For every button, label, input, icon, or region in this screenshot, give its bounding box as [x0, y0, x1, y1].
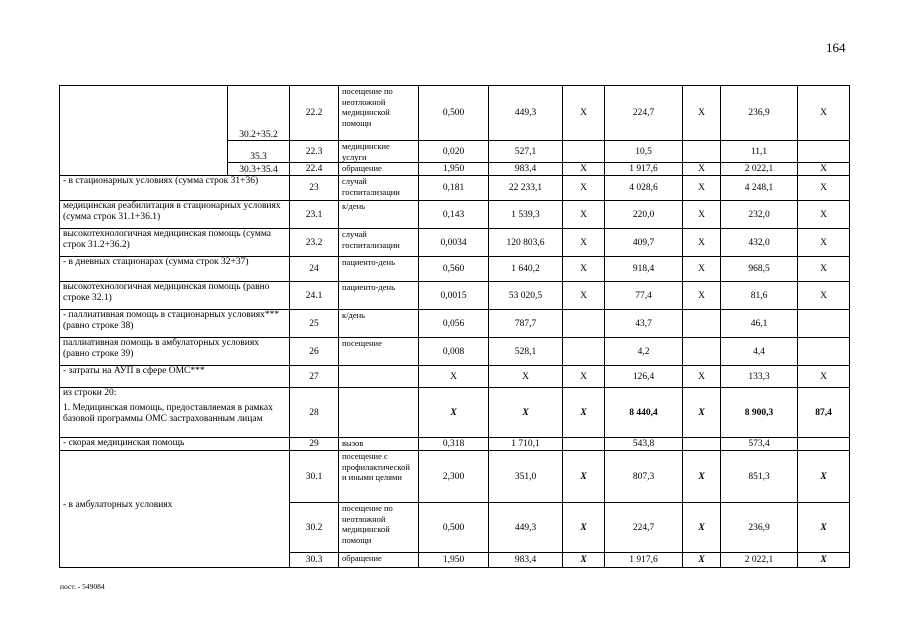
cell-v1: 0,318 [419, 438, 489, 451]
row-number: 27 [290, 366, 339, 388]
cell-v7: Х [798, 451, 850, 503]
cell-v1: 0,0015 [419, 282, 489, 310]
cell-v3: Х [563, 366, 605, 388]
unit: пациенто-день [339, 282, 419, 310]
table-row [60, 438, 850, 451]
cell-v6: 573,4 [721, 438, 798, 451]
cell-v7: Х [798, 553, 850, 568]
table-row [60, 176, 850, 201]
cell-v6: 236,9 [721, 503, 798, 553]
cell-v2: 983,4 [489, 163, 563, 176]
cell-v5: Х [683, 201, 721, 229]
row-label: - затраты на АУП в сфере ОМС*** [60, 366, 290, 388]
row-label-text: - в амбулаторных условиях [63, 499, 173, 510]
unit: посещение [339, 338, 419, 366]
cell-v2: 22 233,1 [489, 176, 563, 201]
cell-v4: 918,4 [605, 257, 683, 282]
cell-v5: Х [683, 86, 721, 141]
cell-v6: 432,0 [721, 229, 798, 257]
cell-v3: Х [563, 229, 605, 257]
cell-v1: 0,500 [419, 503, 489, 553]
cell-v1: 2,300 [419, 451, 489, 503]
unit: к/день [339, 310, 419, 338]
row-label: паллиативная помощь в амбулаторных условиях (равно строке 39) [60, 338, 290, 366]
cell-v4: 1 917,6 [605, 553, 683, 568]
cell-v5 [683, 310, 721, 338]
row-label-line: 1. Медицинская помощь, предоставляемая в рамках базовой программы ОМС застрахованным лицам [63, 403, 273, 424]
table-row [60, 366, 850, 388]
unit: к/день [339, 201, 419, 229]
table-row [60, 310, 850, 338]
cell-v3: Х [563, 451, 605, 503]
cell-v4: 8 440,4 [605, 388, 683, 438]
row-number: 23 [290, 176, 339, 201]
unit [339, 388, 419, 438]
cell-v5: Х [683, 176, 721, 201]
cell-v7 [798, 438, 850, 451]
cell-v2: 53 020,5 [489, 282, 563, 310]
row-number: 23.1 [290, 201, 339, 229]
cell-v3 [563, 438, 605, 451]
cell-v3: Х [563, 201, 605, 229]
row-number: 25 [290, 310, 339, 338]
cell-v6: 4,4 [721, 338, 798, 366]
unit: посещение по неотложной медицинской помощи [339, 503, 419, 553]
cell-v7: Х [798, 282, 850, 310]
cell-v6: 851,3 [721, 451, 798, 503]
row-number: 23.2 [290, 229, 339, 257]
cell-v2: 1 539,3 [489, 201, 563, 229]
cell-v2: 351,0 [489, 451, 563, 503]
page-number: 164 [826, 40, 846, 55]
unit: пациенто-день [339, 257, 419, 282]
row-number: 22.4 [290, 163, 339, 176]
cell-v4: 220,0 [605, 201, 683, 229]
row-label [60, 86, 228, 176]
cell-v2: 449,3 [489, 503, 563, 553]
cell-v5: Х [683, 282, 721, 310]
cell-v6: 236,9 [721, 86, 798, 141]
row-number: 22.3 [290, 141, 339, 163]
row-number: 24 [290, 257, 339, 282]
cell-v5 [683, 438, 721, 451]
unit: случай госпитализации [339, 229, 419, 257]
cell-v2: 528,1 [489, 338, 563, 366]
table-row [60, 388, 850, 438]
cell-v2: 1 640,2 [489, 257, 563, 282]
cell-v1: 0,0034 [419, 229, 489, 257]
table-row [60, 86, 850, 141]
cell-v7: Х [798, 366, 850, 388]
cell-v6: 968,5 [721, 257, 798, 282]
cell-v2: 983,4 [489, 553, 563, 568]
unit: медицинские услуги [339, 141, 419, 163]
cell-v5: Х [683, 388, 721, 438]
cell-v6: 2 022,1 [721, 553, 798, 568]
unit: вызов [339, 438, 419, 451]
unit: обращение [339, 553, 419, 568]
cell-v6: 46,1 [721, 310, 798, 338]
cell-v5 [683, 141, 721, 163]
cell-v5: Х [683, 503, 721, 553]
cell-v3 [563, 338, 605, 366]
cell-v2: 449,3 [489, 86, 563, 141]
cell-v4: 4,2 [605, 338, 683, 366]
table-row [60, 201, 850, 229]
cell-v7: Х [798, 201, 850, 229]
cell-v4: 224,7 [605, 503, 683, 553]
cell-v3: Х [563, 503, 605, 553]
cell-v6: 11,1 [721, 141, 798, 163]
table-row [60, 282, 850, 310]
row-label: медицинская реабилитация в стационарных условиях (сумма строк 31.1+36.1) [60, 201, 290, 229]
cell-v2: 120 803,6 [489, 229, 563, 257]
cell-v2: 1 710,1 [489, 438, 563, 451]
cell-v1: 0,143 [419, 201, 489, 229]
cell-v4: 409,7 [605, 229, 683, 257]
row-number: 28 [290, 388, 339, 438]
cell-v4: 224,7 [605, 86, 683, 141]
unit: обращение [339, 163, 419, 176]
footer-reference: пост. - 549084 [60, 582, 105, 591]
cell-v5: Х [683, 553, 721, 568]
cell-v4: 43,7 [605, 310, 683, 338]
cell-v1: 0,181 [419, 176, 489, 201]
cell-v6: 8 900,3 [721, 388, 798, 438]
cell-v7: Х [798, 163, 850, 176]
cell-v4: 807,3 [605, 451, 683, 503]
cell-v3 [563, 141, 605, 163]
cell-v2: Х [489, 366, 563, 388]
cell-v1: 0,500 [419, 86, 489, 141]
cell-v7 [798, 141, 850, 163]
financing-table [59, 85, 850, 568]
table-row [60, 229, 850, 257]
cell-v3: Х [563, 388, 605, 438]
cell-v5 [683, 338, 721, 366]
cell-v4: 77,4 [605, 282, 683, 310]
cell-v7: Х [798, 229, 850, 257]
row-number: 30.2 [290, 503, 339, 553]
cell-v5: Х [683, 257, 721, 282]
row-number: 29 [290, 438, 339, 451]
row-number: 26 [290, 338, 339, 366]
row-label [60, 388, 290, 438]
unit: посещение с профилактической и иными целями [339, 451, 419, 503]
row-label: - паллиативная помощь в стационарных условиях*** (равно строке 38) [60, 310, 290, 338]
row-number: 30.1 [290, 451, 339, 503]
cell-v4: 126,4 [605, 366, 683, 388]
cell-v1: 0,020 [419, 141, 489, 163]
row-label: - в дневных стационарах (сумма строк 32+37) [60, 257, 290, 282]
row-label: высокотехнологичная медицинская помощь (равно строке 32.1) [60, 282, 290, 310]
cell-v7: Х [798, 503, 850, 553]
table-row [60, 257, 850, 282]
row-number: 22.2 [290, 86, 339, 141]
cell-v3: Х [563, 176, 605, 201]
cell-v2: Х [489, 388, 563, 438]
cell-v4: 4 028,6 [605, 176, 683, 201]
cell-v3: Х [563, 257, 605, 282]
cell-v1: Х [419, 388, 489, 438]
sub-ref: 35.3 [228, 141, 290, 163]
row-label [60, 451, 290, 568]
cell-v6: 133,3 [721, 366, 798, 388]
row-number: 30.3 [290, 553, 339, 568]
cell-v1: 0,056 [419, 310, 489, 338]
cell-v6: 2 022,1 [721, 163, 798, 176]
cell-v5: Х [683, 163, 721, 176]
unit: случай госпитализации [339, 176, 419, 201]
cell-v1: 1,950 [419, 553, 489, 568]
cell-v6: 232,0 [721, 201, 798, 229]
sub-ref: 30.2+35.2 [228, 86, 290, 141]
cell-v5: Х [683, 229, 721, 257]
cell-v1: Х [419, 366, 489, 388]
cell-v7 [798, 310, 850, 338]
cell-v3: Х [563, 86, 605, 141]
cell-v2: 527,1 [489, 141, 563, 163]
cell-v7: Х [798, 257, 850, 282]
row-number: 24.1 [290, 282, 339, 310]
cell-v7: Х [798, 86, 850, 141]
cell-v3: Х [563, 553, 605, 568]
cell-v4: 543,8 [605, 438, 683, 451]
row-label: высокотехнологичная медицинская помощь (сумма строк 31.2+36.2) [60, 229, 290, 257]
cell-v5: Х [683, 451, 721, 503]
cell-v1: 0,008 [419, 338, 489, 366]
cell-v2: 787,7 [489, 310, 563, 338]
unit: посещение по неотложной медицинской помощи [339, 86, 419, 141]
table-row [60, 338, 850, 366]
sub-ref: 30.3+35.4 [228, 163, 290, 176]
cell-v4: 10,5 [605, 141, 683, 163]
cell-v3 [563, 310, 605, 338]
cell-v7: Х [798, 176, 850, 201]
cell-v5: Х [683, 366, 721, 388]
table-row [60, 451, 850, 503]
cell-v4: 1 917,6 [605, 163, 683, 176]
cell-v6: 4 248,1 [721, 176, 798, 201]
cell-v6: 81,6 [721, 282, 798, 310]
unit [339, 366, 419, 388]
cell-v1: 1,950 [419, 163, 489, 176]
cell-v7: 87,4 [798, 388, 850, 438]
row-label: - скорая медицинская помощь [60, 438, 290, 451]
cell-v3: Х [563, 282, 605, 310]
cell-v3: Х [563, 163, 605, 176]
cell-v1: 0,560 [419, 257, 489, 282]
cell-v7 [798, 338, 850, 366]
row-label-line: из строки 20: [63, 388, 117, 398]
row-label: - в стационарных условиях (сумма строк 31+36) [60, 176, 290, 201]
